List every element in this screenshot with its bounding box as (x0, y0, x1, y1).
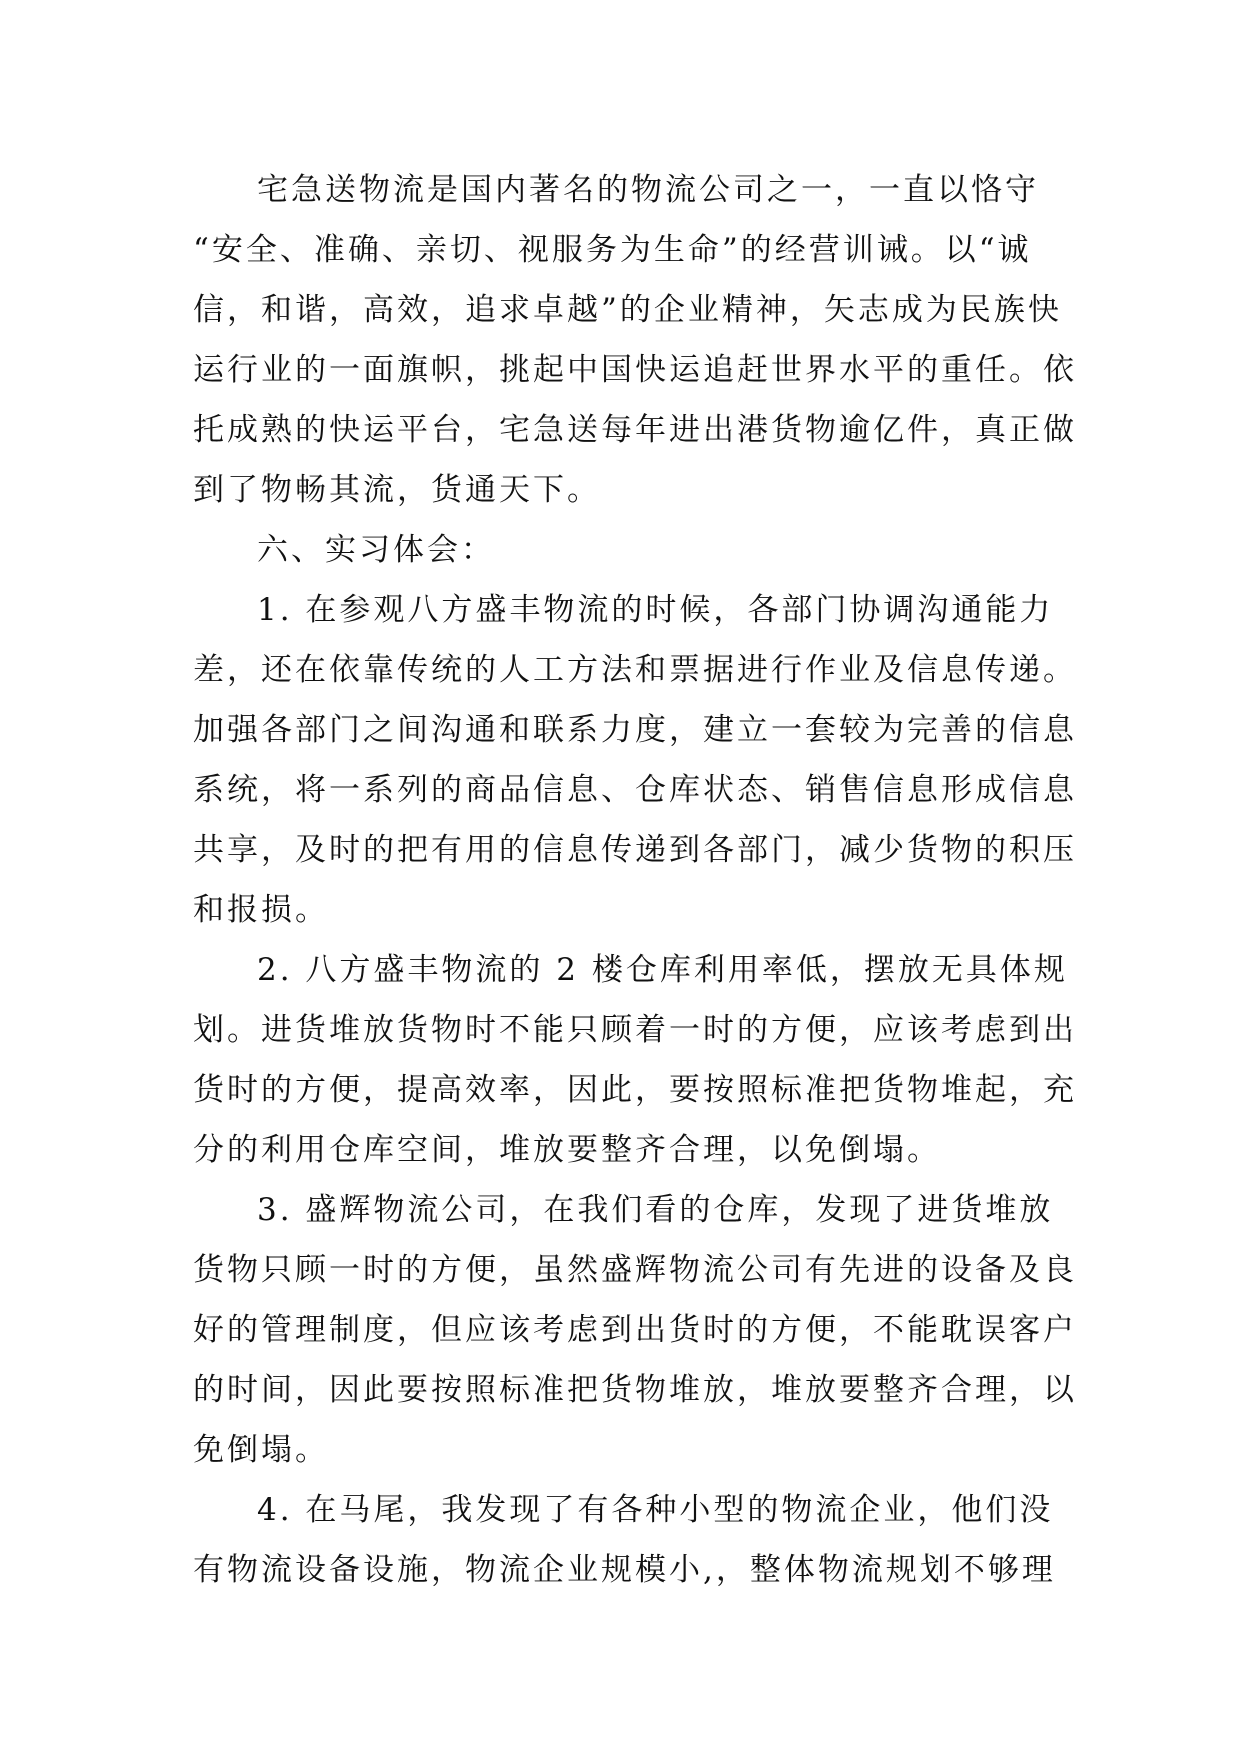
section-heading: 六、实习体会： (257, 532, 495, 568)
paragraph-line: 货时的方便，提高效率，因此，要按照标准把货物堆起，充 (193, 1072, 1077, 1108)
paragraph-line: 差，还在依靠传统的人工方法和票据进行作业及信息传递。 (193, 652, 1077, 688)
paragraph-line: 托成熟的快运平台，宅急送每年进出港货物逾亿件，真正做 (193, 412, 1077, 448)
paragraph-line: 加强各部门之间沟通和联系力度，建立一套较为完善的信息 (193, 712, 1077, 748)
paragraph-line: 和报损。 (193, 892, 329, 928)
paragraph-line: 有物流设备设施，物流企业规模小,，整体物流规划不够理 (193, 1552, 1056, 1588)
paragraph-line: “安全、准确、亲切、视服务为生命”的经营训诫。以“诚 (193, 232, 1032, 268)
paragraph-line: 的时间，因此要按照标准把货物堆放，堆放要整齐合理，以 (193, 1372, 1077, 1408)
paragraph-line: 宅急送物流是国内著名的物流公司之一，一直以恪守 (257, 172, 1039, 208)
paragraph-line: 划。进货堆放货物时不能只顾着一时的方便，应该考虑到出 (193, 1012, 1077, 1048)
paragraph-line: 1. 在参观八方盛丰物流的时候，各部门协调沟通能力 (257, 592, 1054, 628)
paragraph-line: 运行业的一面旗帜，挑起中国快运追赶世界水平的重任。依 (193, 352, 1077, 388)
paragraph-line: 信，和谐，高效，追求卓越”的企业精神，矢志成为民族快 (193, 292, 1062, 328)
body-text (193, 160, 1077, 1600)
paragraph-line: 系统，将一系列的商品信息、仓库状态、销售信息形成信息 (193, 772, 1077, 808)
paragraph-line: 免倒塌。 (193, 1432, 329, 1468)
paragraph-line: 到了物畅其流，货通天下。 (193, 472, 601, 508)
paragraph-line: 共享，及时的把有用的信息传递到各部门，减少货物的积压 (193, 832, 1077, 868)
paragraph-line: 2. 八方盛丰物流的 2 楼仓库利用率低，摆放无具体规 (257, 952, 1068, 988)
paragraph-line: 好的管理制度，但应该考虑到出货时的方便，不能耽误客户 (193, 1312, 1077, 1348)
paragraph-line: 3. 盛辉物流公司，在我们看的仓库，发现了进货堆放 (257, 1192, 1054, 1228)
paragraph-line: 货物只顾一时的方便，虽然盛辉物流公司有先进的设备及良 (193, 1252, 1077, 1288)
paragraph-line: 4. 在马尾，我发现了有各种小型的物流企业，他们没 (257, 1492, 1054, 1528)
paragraph-line: 分的利用仓库空间，堆放要整齐合理，以免倒塌。 (193, 1132, 941, 1168)
